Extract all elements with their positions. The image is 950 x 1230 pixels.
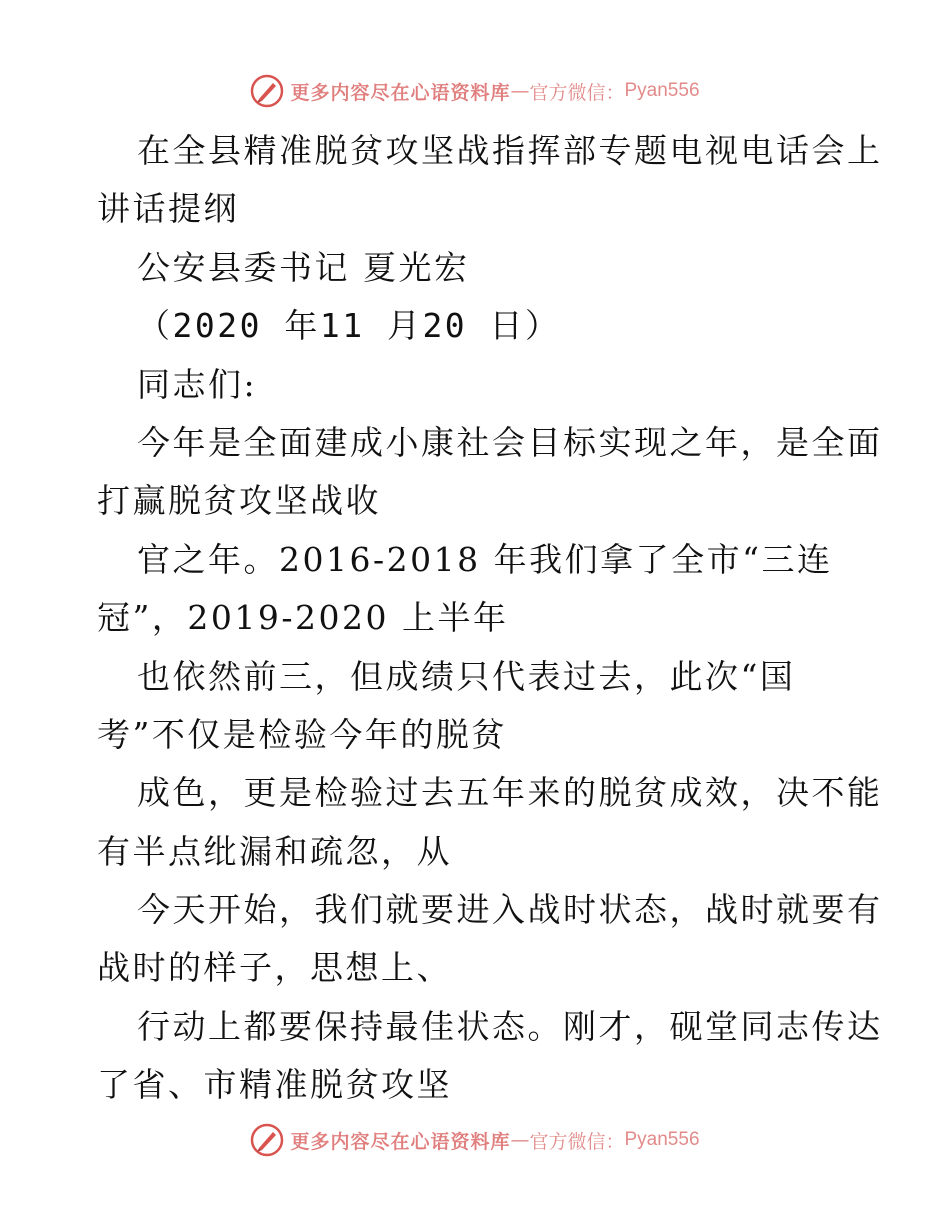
paragraph-line: 成色，更是检验过去五年来的脱贫成效，决不能 [137,773,883,813]
paragraph-line: 冠”，2019-2020 上半年 [97,598,509,638]
paragraph-line: 了省、市精准脱贫攻坚 [97,1065,452,1105]
salutation: 同志们: [137,364,258,404]
watermark-separator: — [510,1129,530,1151]
paragraph-line: 打赢脱贫攻坚战收 [97,481,381,521]
date-line: （2020 年11 月20 日） [137,306,561,346]
watermark-separator: — [510,80,530,102]
pen-seal-logo-icon [250,74,284,108]
watermark-wechat-id: Pyan556 [624,1129,700,1150]
watermark-title: 更多内容尽在心语资料库 [290,1130,511,1153]
paragraph-line: 也依然前三，但成绩只代表过去，此次“国 [137,656,796,696]
pen-seal-logo-icon [250,1123,284,1157]
paragraph-line: 有半点纰漏和疏忽，从 [97,831,452,871]
document-title: 在全县精准脱贫攻坚战指挥部专题电视电话会上 [137,131,883,170]
paragraph-line: 官之年。2016-2018 年我们拿了全市“三连 [137,539,833,579]
document-title-continued: 讲话提纲 [97,189,239,229]
author-line: 公安县委书记 夏光宏 [137,247,470,287]
watermark-wechat-label: 官方微信： [529,1130,625,1153]
document-body [97,122,883,1115]
paragraph-line: 行动上都要保持最佳状态。刚才，砚堂同志传达 [137,1006,883,1046]
watermark-wechat-id: Pyan556 [624,80,700,101]
footer-watermark [0,1120,950,1160]
header-watermark [0,71,950,111]
paragraph-line: 战时的样子，思想上、 [97,948,452,988]
paragraph-line: 考”不仅是检验今年的脱贫 [97,714,507,754]
watermark-title: 更多内容尽在心语资料库 [290,81,511,104]
watermark-wechat-label: 官方微信： [529,81,625,104]
paragraph-line: 今年是全面建成小康社会目标实现之年，是全面 [137,422,883,462]
paragraph-line: 今天开始，我们就要进入战时状态，战时就要有 [137,890,883,930]
